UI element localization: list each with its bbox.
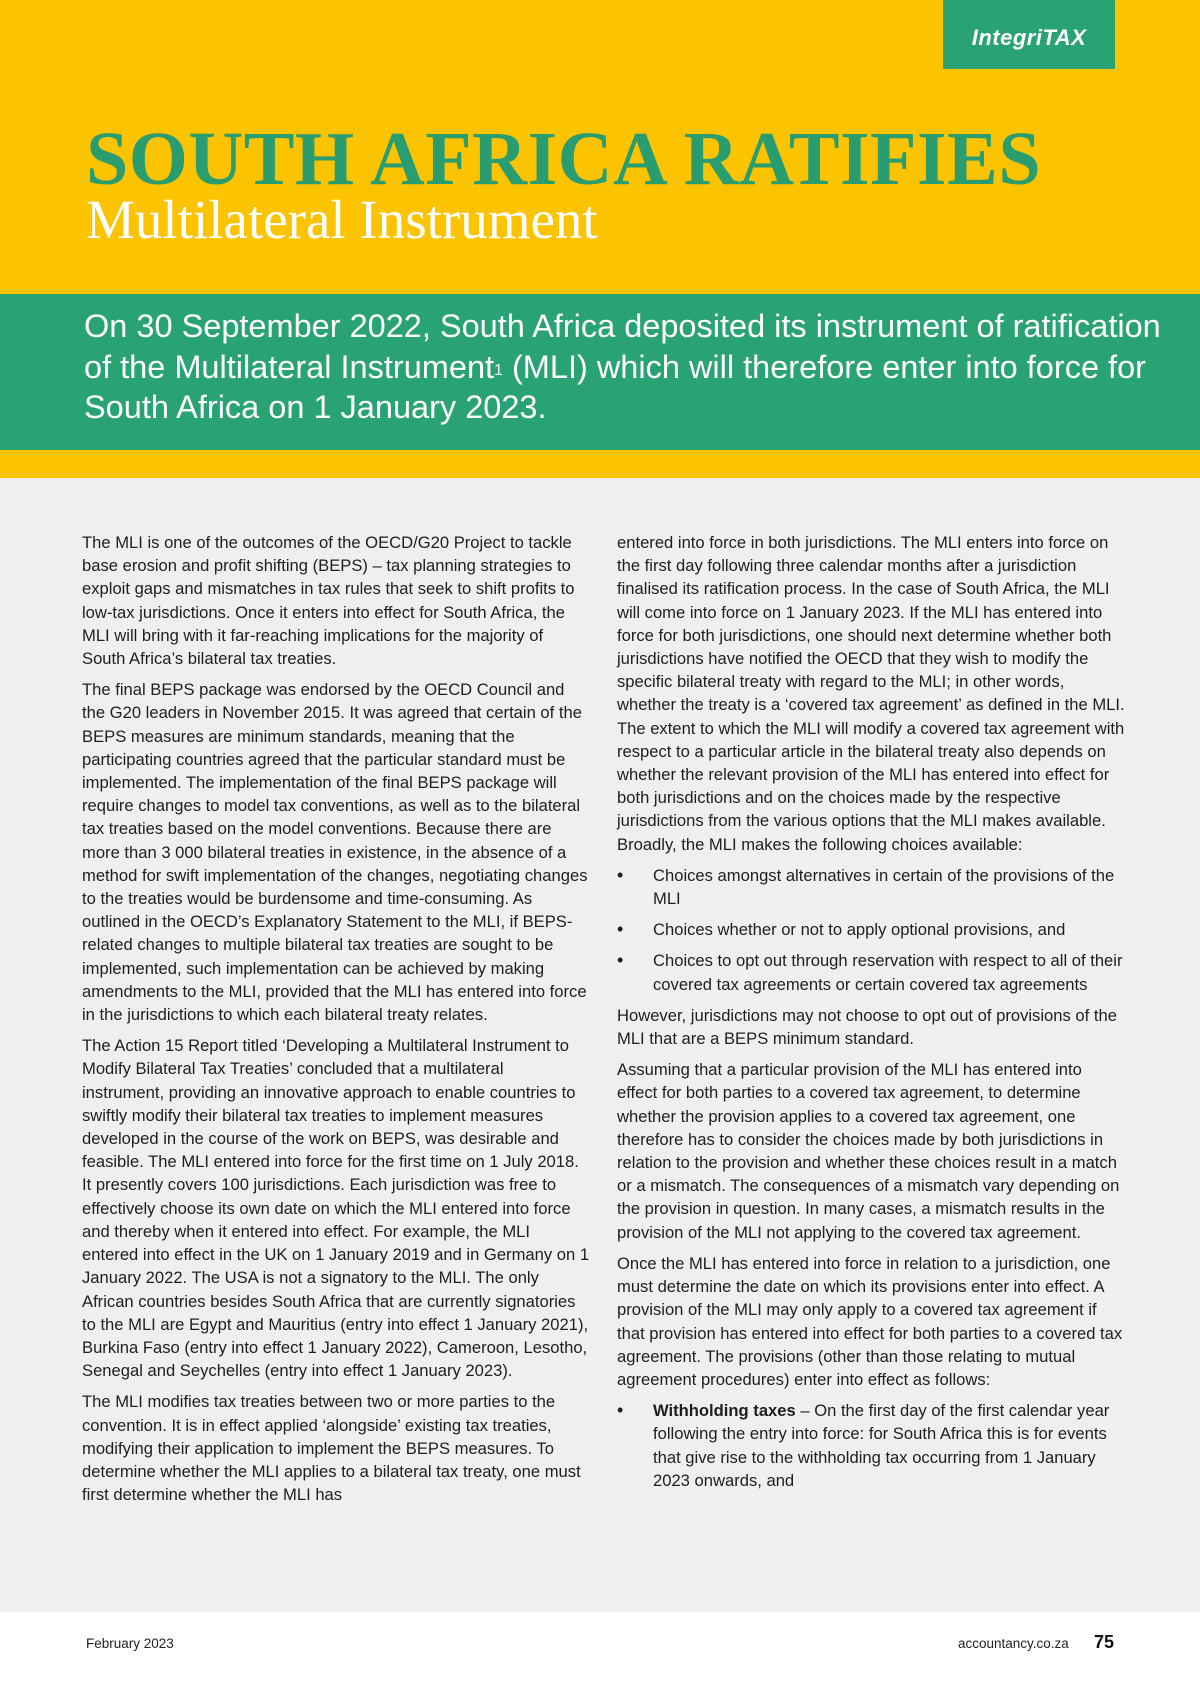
paragraph: The MLI modifies tax treaties between two or more parties to the convention. It is in effect applied ‘alongside’ existing tax treaties, modifying their application to implement the BEPS measures. To determine whether the MLI applies to a bilateral tax treaty, one must first determine whether the MLI has <box>82 1392 581 1505</box>
list-item-heading: Withholding taxes <box>653 1401 796 1421</box>
intro-text-start: On 30 September 2022, South Africa deposited its instrument of ratification of the Multilateral Instrument <box>84 308 1161 385</box>
list-item-text: Choices to opt out through reservation with respect to all of their covered tax agreements or certain covered tax agreements <box>653 951 1123 994</box>
list-item-text: – On the first day of the first calendar year following the entry into force: for South Africa this is for events that give rise to the withholding tax occurring from 1 January 2023 onwards, and <box>653 1401 1110 1490</box>
paragraph: Once the MLI has entered into force in relation to a jurisdiction, one must determine the date on which its provisions enter into effect. A provision of the MLI may only apply to a covered tax agreement if that provision has entered into effect for both parties to a covered tax agreement. The provisions (other than those relating to mutual agreement procedures) enter into effect as follows: <box>617 1253 1123 1389</box>
bullet-icon: • <box>617 950 624 971</box>
bullet-icon: • <box>617 1400 624 1421</box>
paragraph: entered into force in both jurisdictions. The MLI enters into force on the first day following three calendar months after a jurisdiction finalised its ratification process. In the case of South Africa, the MLI will come into force on 1 January 2023. If the MLI has entered into force for both jurisdictions, one should next determine whether both jurisdictions have notified the OECD that they wish to modify the specific bilateral treaty with regard to the MLI; in other words, whether the treaty is a ‘covered tax agreement’ as defined in the MLI. The extent to which the MLI will modify a covered tax agreement with respect to a particular article in the bilateral treaty also depends on whether the relevant provision of the MLI has entered into effect for both jurisdictions and on the choices made by the respective jurisdictions from the various options that the MLI makes available. Broadly, the MLI makes the following choices available: <box>617 533 1125 854</box>
intro-text <box>84 306 1184 428</box>
paragraph: Assuming that a particular provision of the MLI has entered into effect for both parties to a covered tax agreement, to determine whether the provision applies to a covered tax agreement, one therefore has to consider the choices made by both jurisdictions in relation to the provision and whether these choices result in a match or a mismatch. The consequences of a mismatch vary depending on the provision in question. In many cases, a mismatch results in the provision of the MLI not applying to the covered tax agreement. <box>617 1060 1120 1242</box>
right-column <box>617 531 1125 1500</box>
list-item <box>617 949 1125 995</box>
bullet-icon: • <box>617 919 624 940</box>
list-item <box>617 918 1125 941</box>
list-item <box>617 864 1125 910</box>
paragraph: The Action 15 Report titled ‘Developing a Multilateral Instrument to Modify Bilateral Tax Treaties’ concluded that a multilateral instrument, providing an innovative approach to enable countries to swiftly modify their bilateral tax treaties to implement measures developed in the course of the work on BEPS, was desirable and feasible. The MLI entered into force for the first time on 1 July 2018. It presently covers 100 jurisdictions. Each jurisdiction was free to effectively choose its own date on which the MLI entered into force and thereby when it entered into effect. For example, the MLI entered into effect in the UK on 1 January 2019 and in Germany on 1 January 2022. The USA is not a signatory to the MLI. The only African countries besides South Africa that are currently signatories to the MLI are Egypt and Mauritius (entry into effect 1 January 2021), Burkina Faso (entry into effect 1 January 2022), Cameroon, Lesotho, Senegal and Seychelles (entry into effect 1 January 2023). <box>82 1036 590 1381</box>
brand-logo: IntegriTAX <box>943 0 1115 69</box>
footer-website-link[interactable]: accountancy.co.za <box>958 1636 1069 1651</box>
list-item-text: Choices amongst alternatives in certain of the provisions of the MLI <box>653 865 1115 909</box>
list-item <box>617 1399 1125 1492</box>
footnote-ref[interactable]: 1 <box>494 361 503 379</box>
intro-text-end: (MLI) which will therefore enter into force for South Africa on 1 January 2023. <box>84 348 1146 425</box>
list-item-text: Choices whether or not to apply optional provisions, and <box>653 920 1066 940</box>
paragraph: The final BEPS package was endorsed by the OECD Council and the G20 leaders in November 2015. It was agreed that certain of the BEPS measures are minimum standards, meaning that the participating countries agreed that the particular standard must be implemented. The implementation of the final BEPS package will require changes to model tax conventions, as well as to the bilateral tax treaties based on the model conventions. Because there are more than 3 000 bilateral treaties in existence, in the absence of a method for swift implementation of the changes, negotiating changes to the treaties would be burdensome and time-consuming. As outlined in the OECD’s Explanatory Statement to the MLI, if BEPS-related changes to multiple bilateral tax treaties are sought to be implemented, such implementation can be achieved by making amendments to the MLI, provided that the MLI has entered into force in the jurisdictions to which each bilateral treaty relates. <box>82 680 588 1025</box>
paragraph: The MLI is one of the outcomes of the OECD/G20 Project to tackle base erosion and profit shifting (BEPS) – tax planning strategies to exploit gaps and mismatches in tax rules that seek to shift profits to low-tax jurisdictions. Once it enters into effect for South Africa, the MLI will bring with it far-reaching implications for the majority of South Africa’s bilateral tax treaties. <box>82 533 575 669</box>
choices-list <box>617 864 1125 996</box>
left-column <box>82 531 590 1514</box>
bullet-icon: • <box>617 864 624 885</box>
page-title: SOUTH AFRICA RATIFIES <box>86 117 1042 201</box>
divider-strip <box>0 450 1200 478</box>
intro-band <box>0 294 1200 450</box>
effect-list <box>617 1399 1125 1492</box>
page-subtitle: Multilateral Instrument <box>86 189 598 250</box>
page-number: 75 <box>1094 1632 1115 1652</box>
footer-date: February 2023 <box>86 1636 174 1651</box>
paragraph: However, jurisdictions may not choose to opt out of provisions of the MLI that are a BEPS minimum standard. <box>617 1005 1117 1049</box>
